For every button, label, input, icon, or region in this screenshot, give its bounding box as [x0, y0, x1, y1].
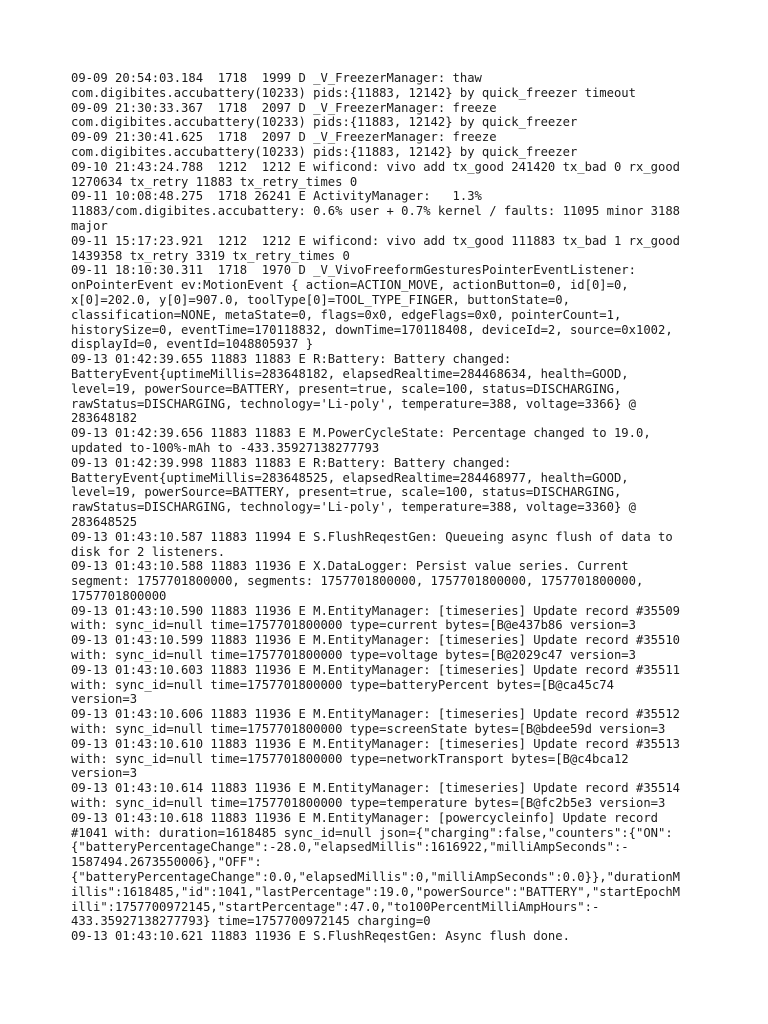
log-line: illis":1618485,"id":1041,"lastPercentage":19.0,"powerSource":"BATTERY","startEpochM — [71, 884, 681, 899]
log-line: with: sync_id=null time=1757701800000 type=networkTransport bytes=[B@c4bca12 — [71, 751, 629, 766]
log-line: with: sync_id=null time=1757701800000 type=screenState bytes=[B@bdee59d version=3 — [71, 722, 666, 737]
log-line: BatteryEvent{uptimeMillis=283648182, elapsedRealtime=284468634, health=GOOD, — [71, 366, 629, 381]
log-line: with: sync_id=null time=1757701800000 type=voltage bytes=[B@2029c47 version=3 — [71, 648, 636, 663]
log-line: 09-13 01:42:39.655 11883 11883 E R:Battery: Battery changed: — [71, 352, 512, 367]
log-line: rawStatus=DISCHARGING, technology='Li-poly', temperature=388, voltage=3360} @ — [71, 500, 636, 515]
log-line: updated to-100%-mAh to -433.35927138277793 — [71, 440, 380, 455]
log-line: rawStatus=DISCHARGING, technology='Li-poly', temperature=388, voltage=3366} @ — [71, 396, 636, 411]
log-line: 09-13 01:42:39.656 11883 11883 E M.PowerCycleState: Percentage changed to 19.0, — [71, 426, 651, 441]
log-line: 09-09 21:30:33.367 1718 2097 D _V_FreezerManager: freeze — [71, 100, 497, 115]
log-line: 09-09 20:54:03.184 1718 1999 D _V_FreezerManager: thaw — [71, 71, 482, 85]
log-line: 09-13 01:43:10.610 11883 11936 E M.EntityManager: [timeseries] Update record #35513 — [71, 736, 681, 751]
log-line: 09-10 21:43:24.788 1212 1212 E wificond: vivo add tx_good 241420 tx_bad 0 rx_good — [71, 159, 681, 174]
log-text — [71, 71, 701, 944]
log-line: com.digibites.accubattery(10233) pids:{11883, 12142} by quick_freezer — [71, 115, 578, 130]
log-line: 11883/com.digibites.accubattery: 0.6% user + 0.7% kernel / faults: 11095 minor 3188 — [71, 204, 681, 219]
log-line: 09-13 01:43:10.588 11883 11936 E X.DataLogger: Persist value series. Current — [71, 559, 629, 574]
log-line: 433.35927138277793} time=1757700972145 charging=0 — [71, 914, 431, 929]
log-line: 09-11 10:08:48.275 1718 26241 E ActivityManager: 1.3% — [71, 189, 482, 204]
log-line: BatteryEvent{uptimeMillis=283648525, elapsedRealtime=284468977, health=GOOD, — [71, 470, 629, 485]
log-line: illi":1757700972145,"startPercentage":47.0,"to100PercentMilliAmpHours":- — [71, 899, 600, 914]
log-line: 1587494.2673550006},"OFF": — [71, 855, 262, 870]
log-line: 09-13 01:43:10.606 11883 11936 E M.EntityManager: [timeseries] Update record #35512 — [71, 707, 681, 722]
log-line: 09-13 01:43:10.621 11883 11936 E S.FlushReqestGen: Async flush done. — [71, 929, 570, 944]
log-line: 1270634 tx_retry 11883 tx_retry_times 0 — [71, 174, 358, 189]
log-line: version=3 — [71, 766, 138, 781]
log-line: disk for 2 listeners. — [71, 544, 226, 559]
log-line: major — [71, 218, 108, 233]
log-line: 09-13 01:42:39.998 11883 11883 E R:Battery: Battery changed: — [71, 455, 512, 470]
log-line: with: sync_id=null time=1757701800000 type=temperature bytes=[B@fc2b5e3 version=3 — [71, 796, 666, 811]
log-line: com.digibites.accubattery(10233) pids:{11883, 12142} by quick_freezer — [71, 144, 578, 159]
log-line: 09-13 01:43:10.618 11883 11936 E M.EntityManager: [powercycleinfo] Update record — [71, 810, 658, 825]
log-line: {"batteryPercentageChange":-28.0,"elapsedMillis":1616922,"milliAmpSeconds":- — [71, 840, 629, 855]
log-line: 283648182 — [71, 411, 138, 426]
log-line: x[0]=202.0, y[0]=907.0, toolType[0]=TOOL_TYPE_FINGER, buttonState=0, — [71, 292, 570, 307]
log-line: 09-11 18:10:30.311 1718 1970 D _V_VivoFreeformGesturesPointerEventListener: — [71, 263, 636, 278]
log-line: level=19, powerSource=BATTERY, present=true, scale=100, status=DISCHARGING, — [71, 485, 622, 500]
log-line: level=19, powerSource=BATTERY, present=true, scale=100, status=DISCHARGING, — [71, 381, 622, 396]
log-line: 283648525 — [71, 514, 138, 529]
log-line: 09-09 21:30:41.625 1718 2097 D _V_FreezerManager: freeze — [71, 130, 497, 145]
log-line: segment: 1757701800000, segments: 1757701800000, 1757701800000, 1757701800000, — [71, 574, 644, 589]
log-line: version=3 — [71, 692, 138, 707]
log-line: classification=NONE, metaState=0, flags=0x0, edgeFlags=0x0, pointerCount=1, — [71, 307, 622, 322]
log-line: displayId=0, eventId=1048805937 } — [71, 337, 314, 352]
log-line: 09-11 15:17:23.921 1212 1212 E wificond: vivo add tx_good 111883 tx_bad 1 rx_good — [71, 233, 681, 248]
log-line: 09-13 01:43:10.587 11883 11994 E S.FlushReqestGen: Queueing async flush of data to — [71, 529, 673, 544]
log-line: onPointerEvent ev:MotionEvent { action=ACTION_MOVE, actionButton=0, id[0]=0, — [71, 278, 629, 293]
log-line: with: sync_id=null time=1757701800000 type=batteryPercent bytes=[B@ca45c74 — [71, 677, 614, 692]
log-line: {"batteryPercentageChange":0.0,"elapsedMillis":0,"milliAmpSeconds":0.0}},"durationM — [71, 870, 681, 885]
log-line: 09-13 01:43:10.603 11883 11936 E M.EntityManager: [timeseries] Update record #35511 — [71, 662, 681, 677]
log-line: 09-13 01:43:10.614 11883 11936 E M.EntityManager: [timeseries] Update record #35514 — [71, 781, 681, 796]
log-line: historySize=0, eventTime=170118832, downTime=170118408, deviceId=2, source=0x1002, — [71, 322, 673, 337]
log-line: 1439358 tx_retry 3319 tx_retry_times 0 — [71, 248, 350, 263]
log-line: 09-13 01:43:10.590 11883 11936 E M.EntityManager: [timeseries] Update record #35509 — [71, 603, 681, 618]
log-line: #1041 with: duration=1618485 sync_id=null json={"charging":false,"counters":{"ON": — [71, 825, 673, 840]
log-line: 1757701800000 — [71, 588, 167, 603]
log-line: com.digibites.accubattery(10233) pids:{11883, 12142} by quick_freezer timeout — [71, 85, 636, 100]
log-line: with: sync_id=null time=1757701800000 type=current bytes=[B@e437b86 version=3 — [71, 618, 636, 633]
log-line: 09-13 01:43:10.599 11883 11936 E M.EntityManager: [timeseries] Update record #35510 — [71, 633, 681, 648]
